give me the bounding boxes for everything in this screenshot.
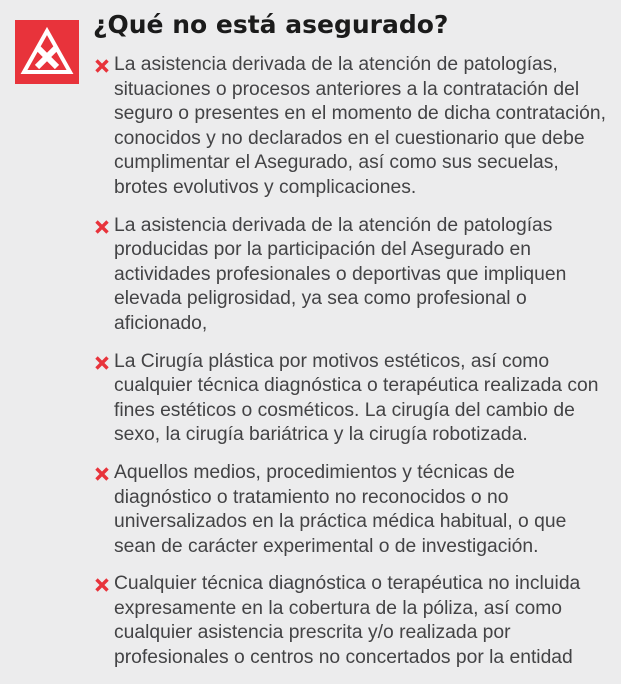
list-item (93, 214, 613, 337)
x-mark-icon (94, 58, 110, 74)
list-item-text: Aquellos medios, procedimientos y técnicas de diagnóstico o tratamiento no reconocidos o no universalizados en la práctica médica habitual, o que sean de carácter experimental o de investigación. (114, 461, 567, 557)
x-mark-icon (94, 219, 110, 235)
section-title: ¿Qué no está asegurado? (93, 10, 449, 39)
list-item (93, 350, 613, 448)
cross-mark-icon (15, 20, 79, 84)
list-item-text: La asistencia derivada de la atención de patologías producidas por la participación del Asegurado en actividades profesionales o deportivas que impliquen elevada peligrosidad, ya sea como profesional o aficionado, (114, 214, 567, 334)
x-mark-icon (94, 577, 110, 593)
list-item (93, 53, 613, 201)
list-item (93, 572, 613, 670)
list-item-text: La Cirugía plástica por motivos estéticos, así como cualquier técnica diagnóstica o terapéutica realizada con fines estéticos o cosméticos. La cirugía del cambio de sexo, la cirugía bariátrica y la cirugía robotizada. (114, 350, 599, 446)
list-item (93, 461, 613, 559)
exclusions-list (93, 53, 613, 684)
list-item-text: La asistencia derivada de la atención de patologías, situaciones o procesos anteriores a la contratación del seguro o presentes en el momento de dicha contratación, conocidos y no declarados en el cuestionario que debe cumplimentar el Asegurado, así como sus secuelas, brotes evolutivos y complicaciones. (114, 54, 606, 198)
x-mark-icon (94, 466, 110, 482)
list-item-text: Cualquier técnica diagnóstica o terapéutica no incluida expresamente en la cobertura de la póliza, así como cualquier asistencia prescrita y/o realizada por profesionales o centros no concertados por la entidad (114, 573, 581, 669)
x-mark-icon (94, 355, 110, 371)
